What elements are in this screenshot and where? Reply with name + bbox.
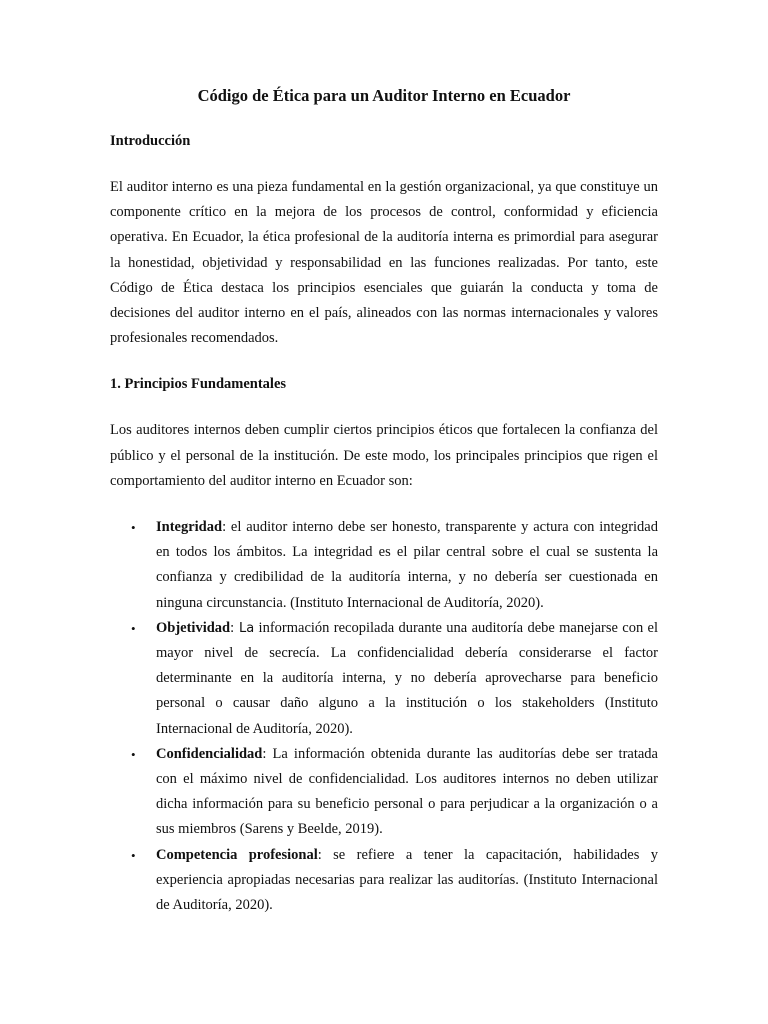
- term-objetividad: Objetividad: [156, 619, 231, 636]
- list-item-confidencialidad: [110, 742, 658, 843]
- term-competencia-profesional: Competencia profesional: [156, 846, 318, 863]
- list-item-objetividad: [110, 616, 658, 742]
- list-item-integridad: [110, 515, 658, 616]
- bullet-icon: •: [131, 520, 136, 536]
- list-item-text: se refiere a tener la capacitación, habilidades y experiencia apropiadas necesarias para realizar las auditorías. (Instituto Internacional de Auditoría, 2020).: [156, 846, 658, 914]
- list-item-text: información recopilada durante una auditoría debe manejarse con el mayor nivel de secrecía. La confidencialidad debería considerarse el factor determinante en la auditoría interna, y no debería aprovecharse para beneficio personal o causar daño alguno a la institución o los stakeholders (Instituto Internacional de Auditoría, 2020).: [156, 619, 658, 737]
- list-item-competencia: [110, 843, 658, 919]
- term-separator: :: [222, 519, 227, 536]
- term-separator: :: [230, 619, 235, 636]
- principles-heading: 1. Principios Fundamentales: [110, 376, 287, 393]
- intro-heading: Introducción: [110, 133, 191, 149]
- bullet-icon: •: [131, 746, 136, 762]
- list-item-text: el auditor interno debe ser honesto, transparente y actura con integridad en todos los ámbitos. La integridad es el pilar central sobre el cual se sustenta la confianza y credibilidad de la auditoría interna, y no debería ser cuestionada en ninguna circunstancia. (Instituto Internacional de Auditoría, 2020).: [156, 519, 658, 611]
- principles-paragraph: Los auditores internos deben cumplir ciertos principios éticos que fortalecen la confianza del público y el personal de la institución. De este modo, los principales principios que rigen el comportamiento del auditor interno en Ecuador son:: [110, 422, 658, 489]
- term-integridad: Integridad: [156, 519, 223, 536]
- document-page: [110, 83, 658, 918]
- list-item-lead: La: [234, 620, 255, 636]
- list-item-text: La información obtenida durante las auditorías debe ser tratada con el máximo nivel de confidencialidad. Los auditores internos no deben utilizar dicha información para su beneficio personal o para perjudicar a la organización o a sus miembros (Sarens y Beelde, 2019).: [156, 745, 658, 838]
- intro-paragraph: El auditor interno es una pieza fundamental en la gestión organizacional, ya que constituye un componente crítico en la mejora de los procesos de control, conformidad y eficiencia operativa. En Ecuador, la ética profesional de la auditoría interna es primordial para asegurar la honestidad, objetividad y responsabilidad en las funciones realizadas. Por tanto, este Código de Ética destaca los principios esenciales que guiarán la conducta y toma de decisiones del auditor interno en el país, alineados con las normas internacionales y valores profesionales recomendados.: [110, 179, 658, 347]
- term-confidencialidad: Confidencialidad: [156, 745, 263, 762]
- bullet-icon: •: [131, 620, 136, 636]
- bullet-icon: •: [131, 847, 136, 863]
- document-title: Código de Ética para un Auditor Interno en Ecuador: [197, 86, 571, 105]
- term-separator: :: [262, 745, 267, 762]
- term-separator: :: [317, 846, 322, 863]
- principles-list: [110, 515, 658, 918]
